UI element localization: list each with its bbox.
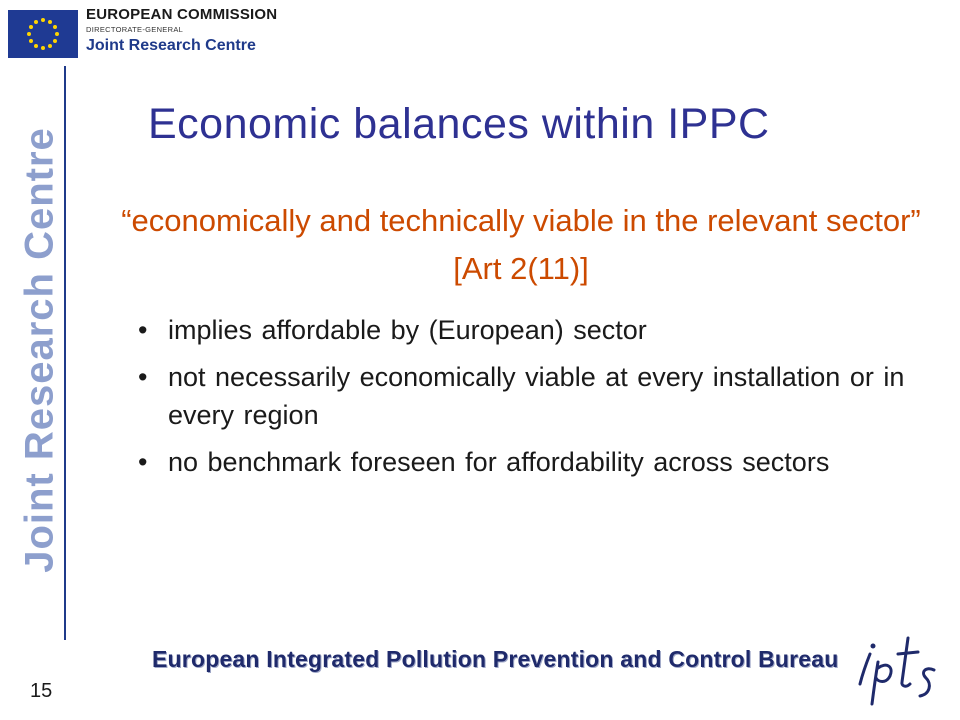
- directorate-label: DIRECTORATE-GENERAL: [86, 25, 184, 34]
- sidebar-vertical-text: Joint Research Centre: [17, 127, 62, 573]
- eu-flag-icon: [8, 10, 78, 58]
- slide-quote: “economically and technically viable in the relevant sector” [Art 2(11)]: [121, 203, 921, 286]
- bullet-dot: •: [138, 447, 148, 477]
- org-header: [86, 6, 277, 56]
- bullet-item: [138, 358, 938, 434]
- bullet-item: [138, 311, 938, 349]
- bullet-dot: •: [138, 315, 148, 345]
- ipts-logo-icon: [856, 624, 946, 714]
- bullet-item: [138, 443, 938, 481]
- bullet-dot: •: [138, 362, 148, 392]
- slide-title: Economic balances within IPPC: [148, 100, 770, 148]
- centre-name: Joint Research Centre: [86, 37, 256, 54]
- bullet-list: [138, 311, 938, 490]
- org-name: EUROPEAN COMMISSION: [86, 6, 278, 23]
- page-number: 15: [30, 680, 53, 702]
- vertical-divider: [64, 66, 66, 640]
- footer-banner: European Integrated Pollution Prevention and Control Bureau: [152, 646, 839, 672]
- bullet-text: no benchmark foreseen for affordability across sectors: [168, 447, 830, 477]
- bullet-text: implies affordable by (European) sector: [168, 315, 647, 345]
- bullet-text: not necessarily economically viable at every installation or in every region: [168, 362, 905, 430]
